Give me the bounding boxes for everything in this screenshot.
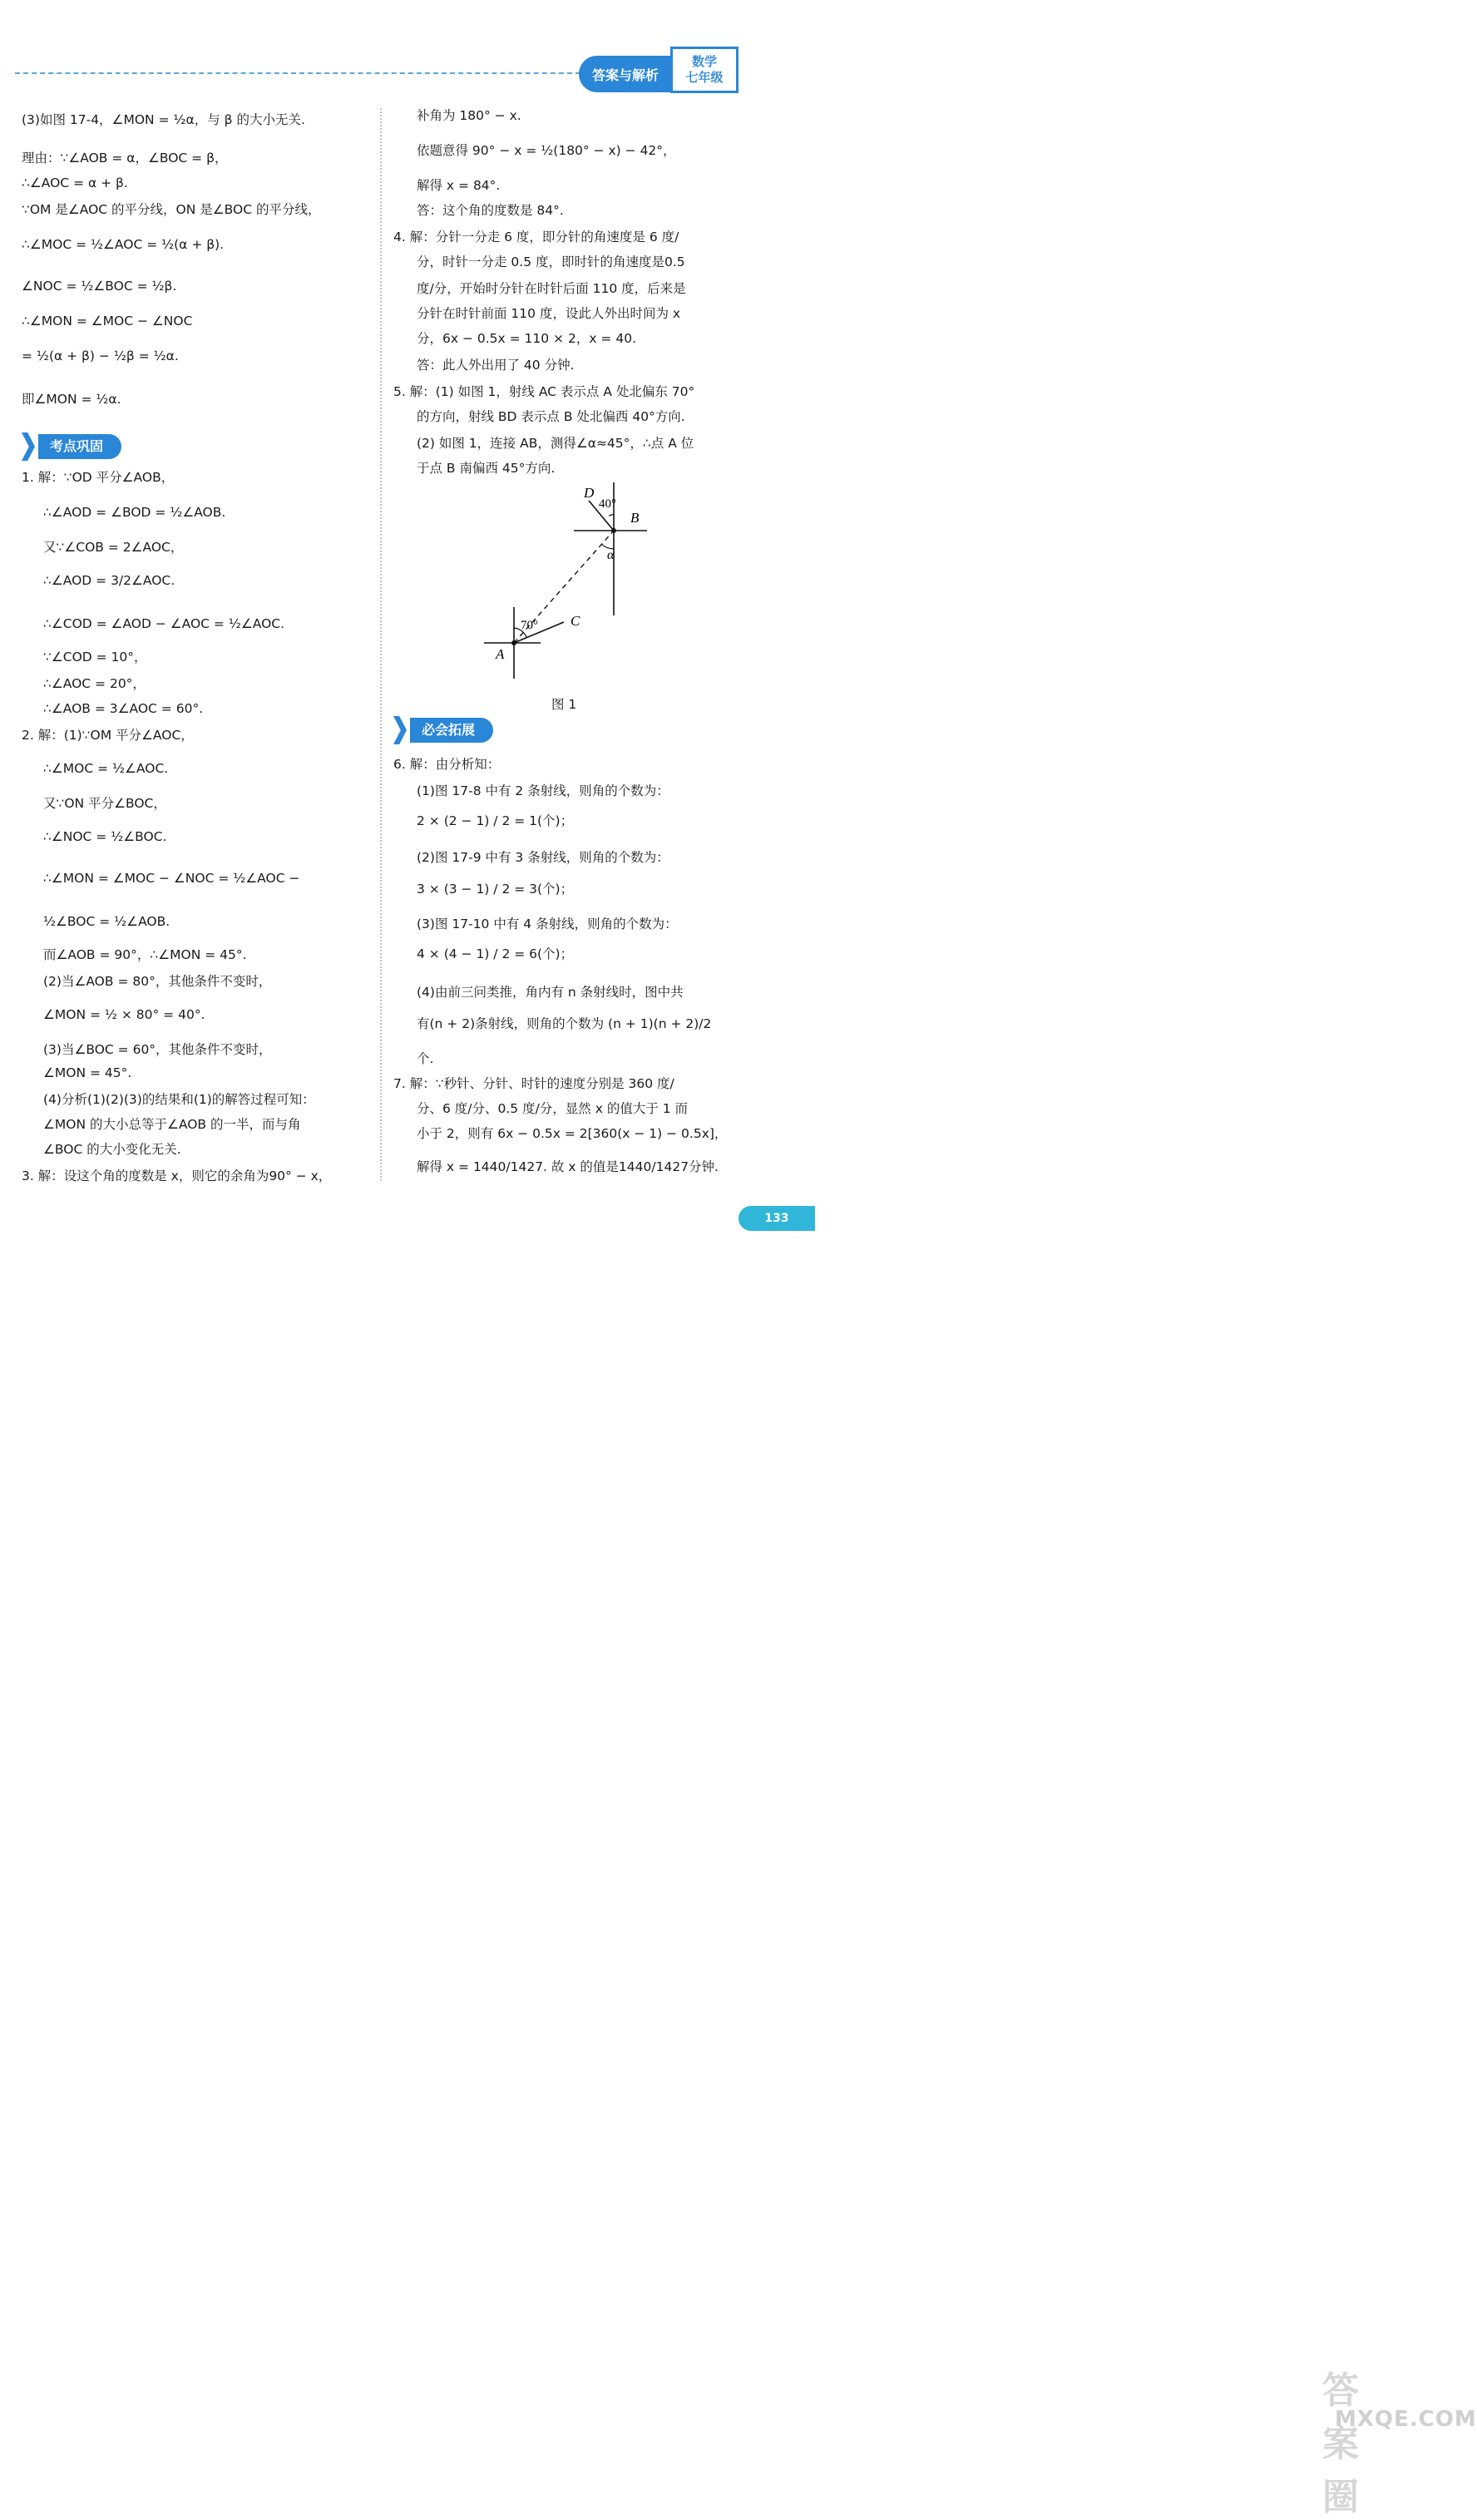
text-line: 有(n + 2)条射线，则角的个数为 (n + 1)(n + 2)/2 [417,1016,712,1031]
column-divider [380,108,382,1181]
text-line: 解得 x = 1440/1427. 故 x 的值是1440/1427分钟. [417,1159,719,1174]
text-line: 解得 x = 84°. [417,178,501,193]
text-line: ∠MON 的大小总等于∠AOB 的一半，而与角 [43,1117,301,1132]
text-line: 小于 2，则有 6x − 0.5x = 2[360(x − 1) − 0.5x]， [417,1126,728,1141]
text-line: 6. 解：由分析知： [393,757,501,772]
text-line: 补角为 180° − x. [417,108,521,123]
text-line: ∴∠AOC = α + β. [22,175,128,190]
text-line: 分、6 度/分、0.5 度/分，显然 x 的值大于 1 而 [417,1101,689,1116]
text-line: ∴∠AOD = 3/2∠AOC. [43,573,175,588]
text-line: ∴∠AOC = 20°， [43,676,146,691]
text-line: 3 × (3 − 1) / 2 = 3(个)； [417,882,574,897]
text-line: = ½(α + β) − ½β = ½α. [22,348,179,363]
text-line: (3)当∠BOC = 60°，其他条件不变时， [43,1042,272,1057]
text-line: (2)当∠AOB = 80°，其他条件不变时， [43,974,272,989]
text-line: 分，6x − 0.5x = 110 × 2，x = 40. [417,331,636,346]
page-number: 133 [738,1206,815,1231]
text-line: ∴∠AOB = 3∠AOC = 60°. [43,701,204,716]
text-line: ∴∠MOC = ½∠AOC. [43,761,169,776]
text-line: 即∠MON = ½α. [22,392,121,407]
text-line: ∴∠AOD = ∠BOD = ½∠AOB. [43,505,226,520]
label-alpha: α [607,548,615,562]
text-line: 4. 解：分针一分走 6 度，即分针的角速度是 6 度/ [393,230,679,245]
text-line: 依题意得 90° − x = ½(180° − x) − 42°， [417,143,676,158]
text-line: 度/分，开始时分针在时针后面 110 度，后来是 [417,281,686,296]
text-line: (2) 如图 1，连接 AB，测得∠α≈45°，∴点 A 位 [417,436,694,451]
text-line: 分针在时针前面 110 度，设此人外出时间为 x [417,306,681,321]
chevron-right-icon [393,716,407,744]
label-70deg: 70° [521,619,538,632]
text-line: 分，时针一分走 0.5 度，即时针的角速度是0.5 [417,254,685,269]
figure-1-diagram [466,482,682,715]
text-line: 1. 解：∵OD 平分∠AOB， [22,470,175,485]
section-banner-label: 必会拓展 [410,718,493,743]
text-line: (3)图 17-10 中有 4 条射线，则角的个数为： [417,917,678,931]
label-b: B [630,510,640,526]
text-line: 又∵ON 平分∠BOC， [43,796,166,811]
header-dashed-line [15,72,580,74]
text-line: ∠NOC = ½∠BOC = ½β. [22,279,177,294]
text-line: (1)图 17-8 中有 2 条射线，则角的个数为： [417,783,669,798]
text-line: 的方向，射线 BD 表示点 B 处北偏西 40°方向. [417,409,685,424]
text-line: ∴∠COD = ∠AOD − ∠AOC = ½∠AOC. [43,616,285,631]
text-line: 4 × (4 − 1) / 2 = 6(个)； [417,946,574,961]
text-line: ½∠BOC = ½∠AOB. [43,914,170,929]
text-line: ∠MON = ½ × 80° = 40°. [43,1007,205,1022]
text-line: 答：此人外出用了 40 分钟. [417,358,575,373]
text-line: 理由：∵∠AOB = α，∠BOC = β， [22,151,228,166]
label-d: D [584,485,595,501]
label-c: C [571,613,580,629]
text-line: (2)图 17-9 中有 3 条射线，则角的个数为： [417,850,669,865]
header-tab: 答案与解析 [579,56,672,92]
text-line: ∵∠COD = 10°， [43,650,147,665]
section-banner-label: 考点巩固 [38,434,121,459]
watermark-url: MXQE.COM [1335,2407,1477,2432]
text-line: ∴∠MON = ∠MOC − ∠NOC = ½∠AOC − [43,871,300,886]
section-banner [393,716,505,744]
text-line: (4)分析(1)(2)(3)的结果和(1)的解答过程可知： [43,1092,315,1107]
text-line: 而∠AOB = 90°，∴∠MON = 45°. [43,947,247,962]
text-line: (4)由前三问类推，角内有 n 条射线时，图中共 [417,985,684,1000]
label-40deg: 40° [599,497,616,511]
text-line: 7. 解：∵秒针、分针、时针的速度分别是 360 度/ [393,1076,674,1091]
text-line: ∴∠NOC = ½∠BOC. [43,829,167,844]
text-line: 又∵∠COB = 2∠AOC， [43,540,184,555]
text-line: 2 × (2 − 1) / 2 = 1(个)； [417,813,574,828]
subject-label: 数学 [691,54,717,69]
text-line: 答：这个角的度数是 84°. [417,203,564,218]
text-line: ∴∠MON = ∠MOC − ∠NOC [22,314,193,329]
text-line: 个. [417,1051,434,1066]
text-line: 图 1 [551,697,577,712]
text-line: 于点 B 南偏西 45°方向. [417,461,556,476]
watermark-logo: 答案圈 [1322,2369,1361,2518]
text-line: ∠BOC 的大小变化无关. [43,1142,181,1157]
text-line: ∵OM 是∠AOC 的平分线，ON 是∠BOC 的平分线， [22,202,321,217]
text-line: 2. 解：(1)∵OM 平分∠AOC， [22,728,194,743]
chevron-right-icon [22,432,35,461]
section-banner [22,432,133,461]
text-line: 3. 解：设这个角的度数是 x，则它的余角为90° − x， [22,1169,332,1183]
text-line: (3)如图 17-4，∠MON = ½α，与 β 的大小无关. [22,112,305,127]
label-a: A [496,646,505,662]
grade-label: 七年级 [685,70,724,85]
header-subject-box [670,47,738,93]
text-line: ∴∠MOC = ½∠AOC = ½(α + β). [22,237,225,252]
text-line: ∠MON = 45°. [43,1065,132,1080]
text-line: 5. 解：(1) 如图 1，射线 AC 表示点 A 处北偏东 70° [393,384,695,399]
